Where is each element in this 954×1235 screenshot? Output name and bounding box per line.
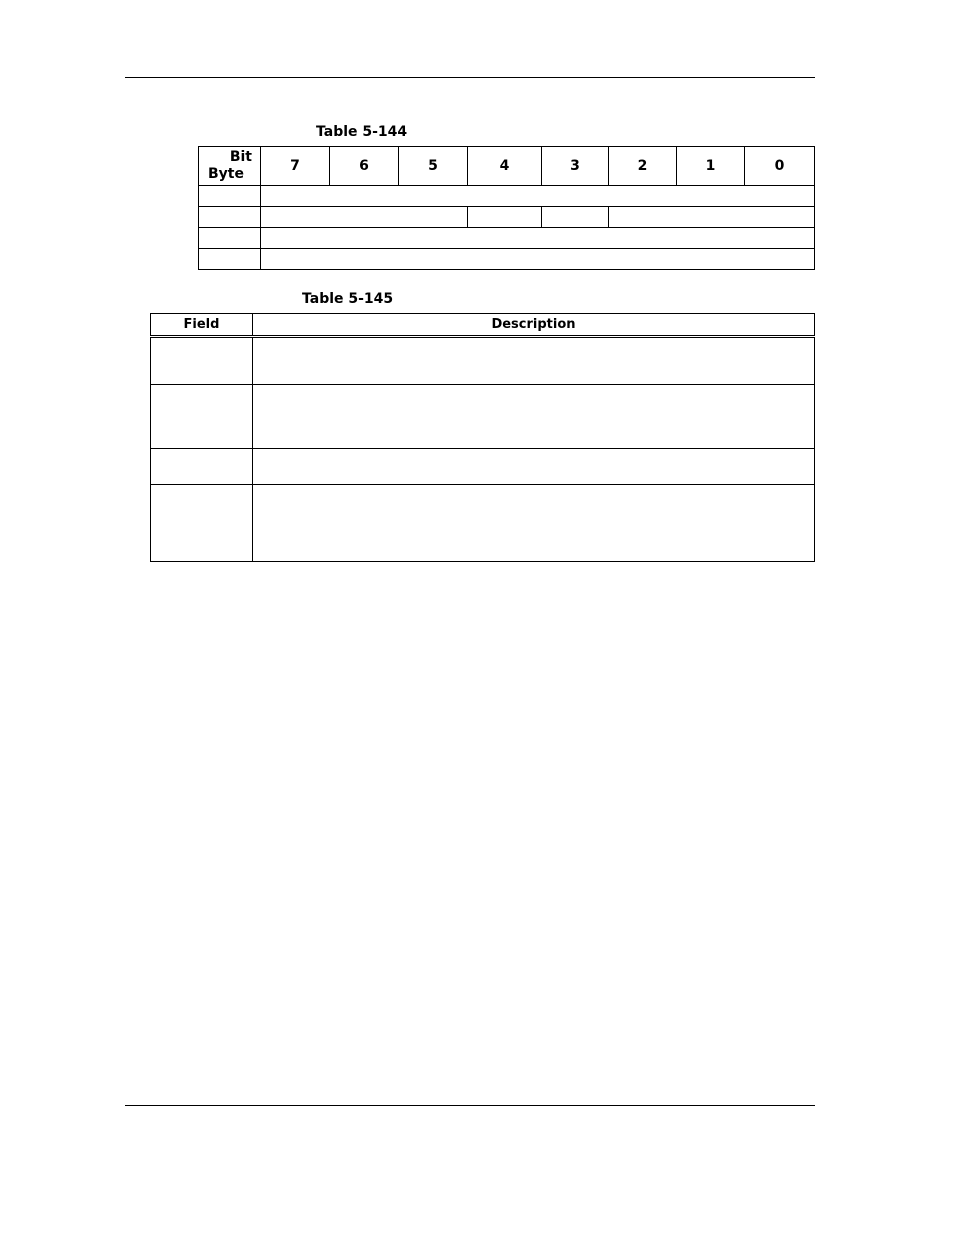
- field-description-cell: [253, 485, 815, 562]
- field-cell: [609, 207, 815, 228]
- field-name-cell: [151, 485, 253, 562]
- field-description-cell: [253, 449, 815, 485]
- bit-6-header: 6: [330, 147, 399, 186]
- byte-row: [199, 228, 815, 249]
- field-name-cell: [151, 385, 253, 449]
- field-description-cell: [253, 337, 815, 385]
- field-cell: [261, 228, 815, 249]
- bit-label: Bit: [229, 149, 252, 165]
- byte-row: [199, 186, 815, 207]
- bit-1-header: 1: [677, 147, 745, 186]
- field-name-cell: [151, 449, 253, 485]
- table-144-caption: Table 5-144: [316, 124, 408, 140]
- byte-cell: [199, 249, 261, 270]
- bit-byte-corner-cell: [199, 147, 261, 186]
- field-column-header: Field: [151, 314, 253, 337]
- bit-layout-table: [198, 146, 815, 270]
- table-145-caption: Table 5-145: [302, 291, 394, 307]
- field-description-table: [150, 313, 815, 562]
- field-row: [151, 449, 815, 485]
- bit-header-row: [199, 147, 815, 186]
- field-description-cell: [253, 385, 815, 449]
- field-row: [151, 485, 815, 562]
- byte-cell: [199, 228, 261, 249]
- bit-2-header: 2: [609, 147, 677, 186]
- byte-row: [199, 249, 815, 270]
- description-column-header: Description: [253, 314, 815, 337]
- bit-4-header: 4: [468, 147, 542, 186]
- byte-cell: [199, 207, 261, 228]
- field-cell: [261, 186, 815, 207]
- byte-row: [199, 207, 815, 228]
- field-cell: [542, 207, 609, 228]
- field-cell: [261, 207, 468, 228]
- field-row: [151, 337, 815, 385]
- byte-cell: [199, 186, 261, 207]
- field-row: [151, 385, 815, 449]
- header-rule: [125, 77, 815, 78]
- field-name-cell: [151, 337, 253, 385]
- bit-0-header: 0: [745, 147, 815, 186]
- bit-7-header: 7: [261, 147, 330, 186]
- field-cell: [468, 207, 542, 228]
- footer-rule: [125, 1105, 815, 1106]
- field-header-row: [151, 314, 815, 337]
- bit-5-header: 5: [399, 147, 468, 186]
- bit-3-header: 3: [542, 147, 609, 186]
- field-cell: [261, 249, 815, 270]
- byte-label: Byte: [208, 166, 244, 182]
